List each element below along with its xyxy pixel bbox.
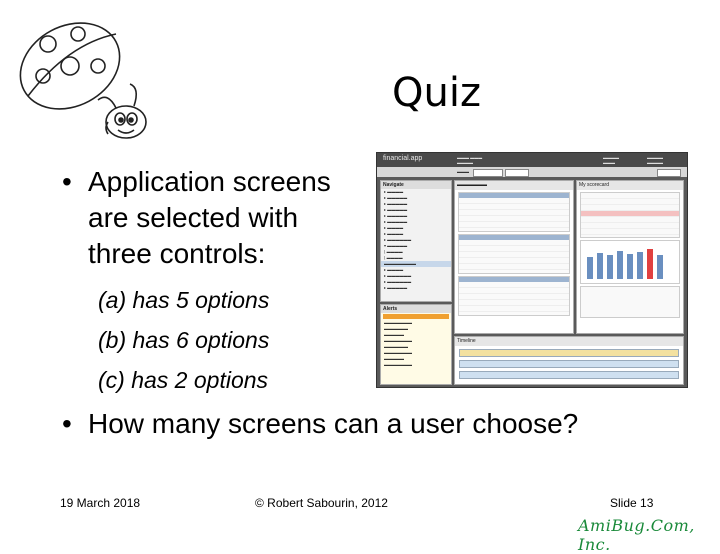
nav-item: ▸ ▬▬▬▬▬▬ bbox=[384, 273, 412, 278]
nav-item: ▸ ▬▬▬▬▬▬ bbox=[384, 279, 412, 284]
scorecard-header: My scorecard bbox=[577, 181, 683, 190]
app-titlebar bbox=[377, 153, 687, 167]
dashboard-panel bbox=[454, 180, 574, 334]
option-a: (a) has 5 options bbox=[98, 287, 270, 313]
app-options: ▬▬▬▬ ▬▬▬▬ bbox=[647, 155, 663, 165]
nav-item: ⌊ ▬▬▬▬ bbox=[384, 249, 403, 254]
nav-item: ▸ ▬▬▬▬▬ bbox=[384, 201, 408, 206]
toolbar-label: ▬▬▬ bbox=[457, 169, 469, 174]
nav-item: ⌊ ▬▬▬▬ bbox=[384, 255, 403, 260]
option-c: (c) has 2 options bbox=[98, 367, 269, 393]
bullet-question bbox=[62, 406, 578, 442]
option-b: (b) has 6 options bbox=[98, 327, 270, 353]
toolbar-select bbox=[657, 169, 681, 177]
nav-item-selected: ▬▬▬▬▬▬▬▬ bbox=[381, 261, 451, 267]
dashboard-header: ▬▬▬▬▬▬ bbox=[455, 181, 573, 190]
scorecard-table-2 bbox=[580, 286, 680, 318]
alert-item: ▬▬▬▬▬▬▬ bbox=[384, 362, 412, 367]
nav-item: ▾ ▬▬▬▬▬ bbox=[384, 243, 408, 248]
alert-item: ▬▬▬▬▬▬▬ bbox=[384, 338, 412, 343]
alert-item: ▬▬▬▬▬▬ bbox=[384, 344, 408, 349]
app-user-info: ▬▬▬ ▬▬▬ ▬▬▬▬ bbox=[457, 155, 483, 165]
dashboard-block bbox=[458, 234, 570, 274]
bullet-line: Application screens bbox=[88, 166, 331, 197]
ladybug-mascot-icon bbox=[8, 4, 158, 154]
toolbar-select bbox=[473, 169, 503, 177]
scorecard-chart bbox=[580, 240, 680, 284]
nav-item: ▸ ▬▬▬▬▬ bbox=[384, 285, 408, 290]
bullet-dot: • bbox=[62, 166, 72, 197]
nav-item: ▸ ▬▬▬▬▬ bbox=[384, 213, 408, 218]
nav-item: ▸ ▬▬▬▬ bbox=[384, 225, 404, 230]
alert-item: ▬▬▬▬▬ bbox=[384, 356, 404, 361]
timeline-track bbox=[459, 360, 679, 368]
footer-copyright: © Robert Sabourin, 2012 bbox=[255, 496, 388, 510]
bullet-line: are selected with bbox=[88, 202, 299, 233]
dashboard-block bbox=[458, 276, 570, 316]
slide-title: Quiz bbox=[392, 70, 481, 116]
toolbar-select bbox=[505, 169, 529, 177]
footer-slide-number: Slide 13 bbox=[610, 496, 654, 510]
bullet-application-screens bbox=[62, 164, 382, 272]
alert-item: ▬▬▬▬▬ bbox=[384, 332, 404, 337]
app-toolbar bbox=[377, 167, 687, 177]
navigate-panel bbox=[380, 180, 452, 302]
application-screenshot bbox=[376, 152, 688, 388]
nav-item: ▸ ▬▬▬▬▬ bbox=[384, 207, 408, 212]
footer-date: 19 March 2018 bbox=[60, 496, 141, 510]
nav-item: ▸ ▬▬▬▬ bbox=[384, 231, 404, 236]
alert-item: ▬▬▬▬▬▬▬ bbox=[384, 320, 412, 325]
timeline-panel bbox=[454, 336, 684, 385]
alert-warning-bar bbox=[383, 314, 449, 319]
alerts-header: Alerts bbox=[381, 305, 451, 313]
navigate-header: Navigate bbox=[381, 181, 451, 189]
nav-item: ▸ ▬▬▬▬▬ bbox=[384, 195, 408, 200]
timeline-header: Timeline bbox=[455, 337, 683, 346]
nav-item: ▸ ▬▬▬▬ bbox=[384, 267, 404, 272]
app-name: financial.app bbox=[383, 155, 423, 162]
timeline-track bbox=[459, 371, 679, 379]
bullet-text: How many screens can a user choose? bbox=[88, 408, 579, 439]
bullet-text bbox=[88, 164, 382, 272]
nav-item: ▸ ▬▬▬▬▬▬ bbox=[384, 237, 412, 242]
scorecard-panel bbox=[576, 180, 684, 334]
bullet-line: three controls: bbox=[88, 238, 266, 269]
nav-item: ▸ ▬▬▬▬▬ bbox=[384, 219, 408, 224]
alerts-panel bbox=[380, 304, 452, 385]
nav-item: ▸ ▬▬▬▬ bbox=[384, 189, 404, 194]
alert-item: ▬▬▬▬▬▬ bbox=[384, 326, 408, 331]
scorecard-table bbox=[580, 192, 680, 238]
timeline-track bbox=[459, 349, 679, 357]
alert-item: ▬▬▬▬▬▬▬ bbox=[384, 350, 412, 355]
bullet-dot: • bbox=[62, 408, 72, 439]
app-preferences: ▬▬▬▬ ▬▬▬ bbox=[603, 155, 619, 165]
dashboard-block bbox=[458, 192, 570, 232]
brand-logo-text: AmiBug.Com, Inc. bbox=[578, 516, 695, 554]
